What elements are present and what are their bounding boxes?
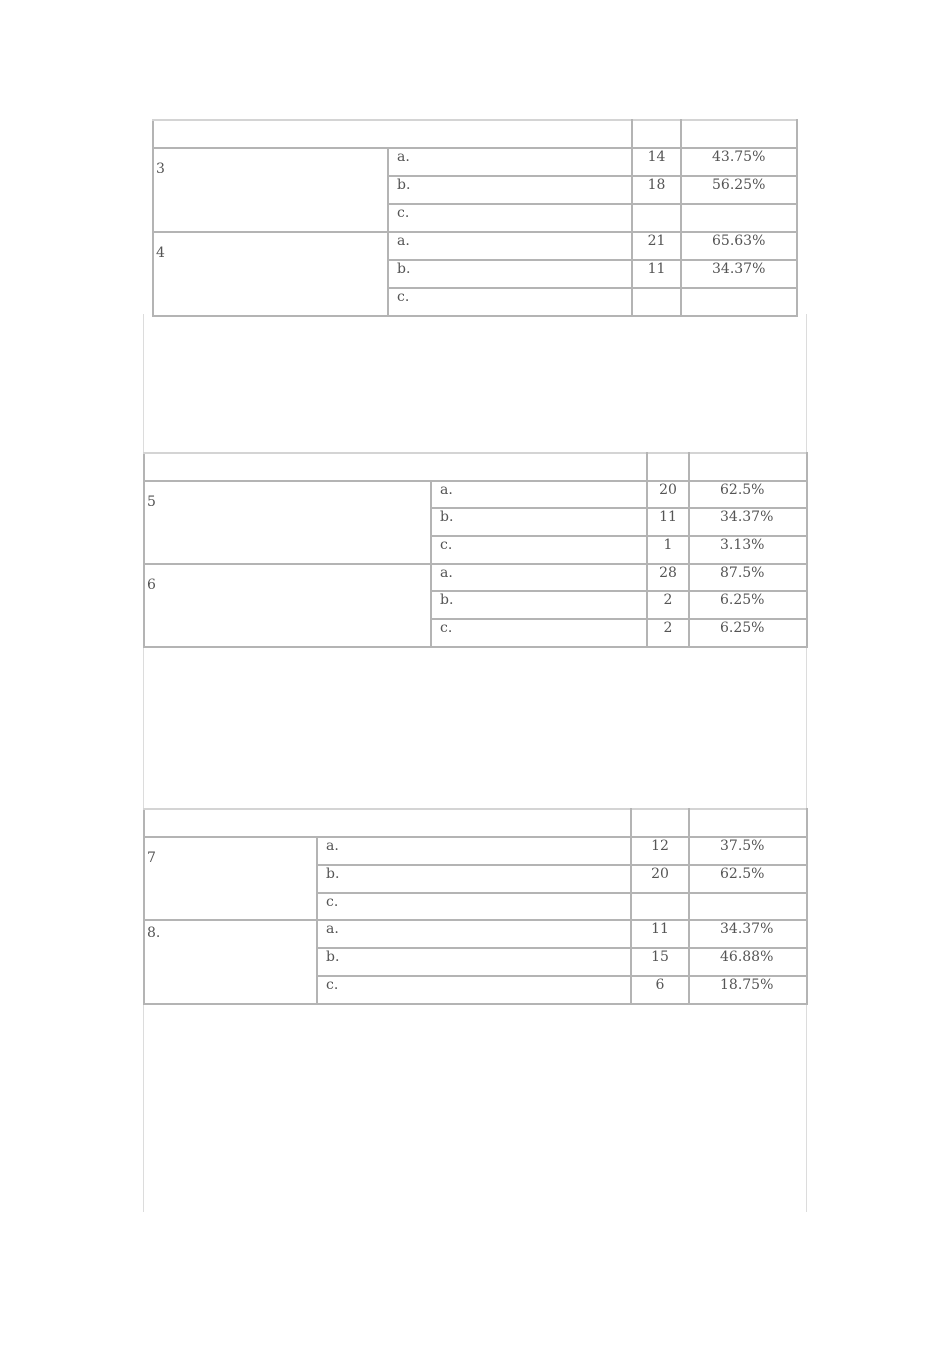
question-number: 3 — [153, 148, 388, 232]
table-row — [153, 232, 797, 260]
option-letter: a. — [317, 920, 631, 948]
option-percent — [689, 893, 807, 920]
option-percent: 34.37% — [689, 508, 807, 536]
option-letter: c. — [431, 536, 647, 564]
option-count — [632, 288, 681, 316]
page-frame — [143, 314, 807, 1212]
option-letter: a. — [388, 148, 632, 176]
table-header-row — [153, 120, 797, 148]
header-cell-percent — [689, 453, 807, 481]
survey-table-1 — [152, 119, 798, 317]
option-percent: 3.13% — [689, 536, 807, 564]
header-cell-question — [153, 120, 632, 148]
option-count: 2 — [647, 591, 689, 619]
option-percent — [681, 204, 797, 232]
option-letter: c. — [388, 204, 632, 232]
survey-table-3 — [143, 808, 808, 1005]
option-letter: a. — [431, 481, 647, 508]
option-count: 11 — [632, 260, 681, 288]
option-percent: 62.5% — [689, 481, 807, 508]
table-row — [144, 564, 807, 591]
option-percent: 87.5% — [689, 564, 807, 591]
option-percent: 56.25% — [681, 176, 797, 204]
option-letter: b. — [388, 176, 632, 204]
option-letter: a. — [388, 232, 632, 260]
option-letter: b. — [317, 948, 631, 976]
table-row — [144, 837, 807, 865]
option-letter: c. — [317, 893, 631, 920]
option-count — [632, 204, 681, 232]
question-number: 8. — [144, 920, 317, 1004]
option-count: 12 — [631, 837, 689, 865]
table-header-row — [144, 809, 807, 837]
option-count: 14 — [632, 148, 681, 176]
header-cell-count — [631, 809, 689, 837]
header-cell-percent — [689, 809, 807, 837]
option-count: 20 — [647, 481, 689, 508]
option-count: 1 — [647, 536, 689, 564]
header-cell-question — [144, 809, 631, 837]
option-count: 20 — [631, 865, 689, 893]
option-count: 6 — [631, 976, 689, 1004]
option-count: 11 — [647, 508, 689, 536]
option-count — [631, 893, 689, 920]
option-percent: 46.88% — [689, 948, 807, 976]
table-header-row — [144, 453, 807, 481]
option-percent: 62.5% — [689, 865, 807, 893]
option-letter: b. — [317, 865, 631, 893]
option-count: 18 — [632, 176, 681, 204]
option-count: 15 — [631, 948, 689, 976]
option-letter: c. — [317, 976, 631, 1004]
header-cell-count — [632, 120, 681, 148]
table-row — [144, 920, 807, 948]
question-number: 6 — [144, 564, 431, 647]
header-cell-question — [144, 453, 647, 481]
option-count: 11 — [631, 920, 689, 948]
option-percent: 43.75% — [681, 148, 797, 176]
header-cell-count — [647, 453, 689, 481]
option-count: 2 — [647, 619, 689, 647]
header-cell-percent — [681, 120, 797, 148]
option-letter: a. — [431, 564, 647, 591]
option-count: 21 — [632, 232, 681, 260]
option-percent: 34.37% — [681, 260, 797, 288]
option-letter: b. — [388, 260, 632, 288]
question-number: 4 — [153, 232, 388, 316]
question-number: 5 — [144, 481, 431, 564]
option-count: 28 — [647, 564, 689, 591]
option-letter: b. — [431, 591, 647, 619]
table-row — [144, 481, 807, 508]
option-percent: 34.37% — [689, 920, 807, 948]
question-number: 7 — [144, 837, 317, 920]
option-percent: 65.63% — [681, 232, 797, 260]
option-letter: b. — [431, 508, 647, 536]
option-percent: 18.75% — [689, 976, 807, 1004]
option-letter: c. — [388, 288, 632, 316]
option-percent: 6.25% — [689, 619, 807, 647]
option-percent: 6.25% — [689, 591, 807, 619]
table-row — [153, 148, 797, 176]
option-percent — [681, 288, 797, 316]
option-percent: 37.5% — [689, 837, 807, 865]
option-letter: c. — [431, 619, 647, 647]
option-letter: a. — [317, 837, 631, 865]
survey-table-2 — [143, 452, 808, 648]
